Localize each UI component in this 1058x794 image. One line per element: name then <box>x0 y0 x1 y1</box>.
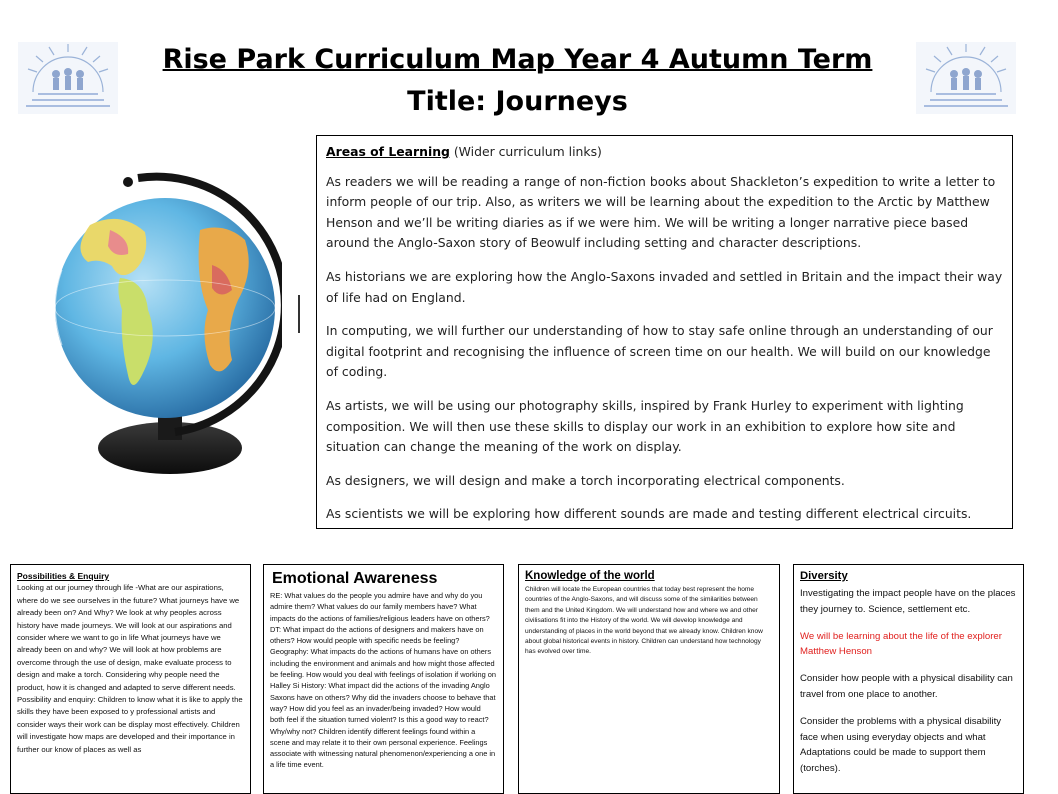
areas-paragraph: As designers, we will design and make a torch incorporating electrical components. <box>326 472 845 488</box>
knowledge-body: Children will locate the European countries that today best represent the home countries of the Anglo-Saxons, and will discuss some of the similarities between them and the United Kingdom. We will understand how and where we and other civilisations fit into the History of the world. We will develop knowledge and understanding of places in the world beyond that we already know. Children know about global historical events in history. Children can understand how technology has evolved over time. <box>525 586 763 656</box>
page-title: Rise Park Curriculum Map Year 4 Autumn Term <box>162 44 873 75</box>
possibilities-body: Looking at our journey through life -What are our aspirations, where do we see ourselves in the future? What journeys have we already been on? And Why? We look at why peoples across history have made journeys. We will look at our aspirations and consider where we want to go in life What journeys have we already been on and why? We will look at how problems are overcome through the use of design, make evaluate process to design and make a torch. Considering why people need the product, how it is changed and adapted to serve different needs. Possibility and enquiry: Children to know what it is like to apply the skills they have been exposed to y professional artists and consider ways their work can be display most effectively. Children will investigate how maps are developed and their importance in further our know of places as well as <box>17 583 243 754</box>
emotional-awareness-panel <box>263 564 504 794</box>
areas-heading: Areas of Learning (Wider curriculum links) <box>326 144 602 159</box>
diversity-paragraph: Consider how people with a physical disability can travel from one place to another. <box>800 673 1013 700</box>
diversity-heading: Diversity <box>800 570 848 582</box>
areas-paragraph: As scientists we will be exploring how different sounds are made and testing different electrical circuits. <box>326 506 972 522</box>
knowledge-of-world-panel <box>518 564 780 794</box>
possibilities-enquiry-panel <box>10 564 251 794</box>
areas-paragraph: In computing, we will further our understanding of how to stay safe online through an understanding of our digital footprint and recognising the influence of screen time on our health. We will build on our knowledge of coding. <box>326 323 993 380</box>
areas-of-learning-panel <box>316 135 1013 529</box>
diversity-paragraph: Consider the problems with a physical disability face when using everyday objects and what Adaptations could be made to support them (torches). <box>800 715 1002 775</box>
areas-paragraph: As artists, we will be using our photography skills, inspired by Frank Hurley to experiment with lighting composition. We will then use these skills to display our work in an exhibition to explore how site and situation can change the meaning of the work on display. <box>326 397 964 455</box>
emotional-body: RE: What values do the people you admire have and why do you admire them? What values do our family members have? What impacts do the actions of families/religious leaders have on others? DT: What impact do the actions of designers and makers have on others? How would people with specific needs be feeling? Geography: What impacts do the actions of humans have on others including the environment and animals and how might those affected be feeling. How would you deal with feelings of isolation if working on Halley Si History: What impact did the actions of the invading Anglo Saxons have on others? Why did the invaders choose to behave that way? How did you feel as an invader/being invaded? How would both feel if the situation turned violent? Is this a good way to react? Why/why not? Children identify different feelings found within a scene and may relate it to their own personal experience. Feelings associate with witnessing natural phenomenon/experiencing a one in a life time event. <box>270 591 496 770</box>
possibilities-heading: Possibilities & Enquiry <box>17 571 110 581</box>
areas-paragraph: As historians we are exploring how the Anglo-Saxons invaded and settled in Britain and the impact their way of life had on England. <box>326 268 1003 305</box>
areas-paragraph: As readers we will be reading a range of non-fiction books about Shackleton’s expedition to write a letter to inform people of our trip. Also, as writers we will be learning about the expedition to the Arctic by Matthew Henson and we’ll be writing diaries as if we were him. We will be writing a longer narrative piece based around the Anglo-Saxon story of Beowulf including setting and character descriptions. <box>326 173 996 251</box>
text-cursor <box>298 295 300 333</box>
knowledge-heading: Knowledge of the world <box>525 570 655 582</box>
globe-icon <box>50 170 282 480</box>
diversity-paragraph: Investigating the impact people have on the places they journey to. Science, settlement etc. <box>800 588 1016 615</box>
diversity-highlight: We will be learning about the life of the explorer Matthew Henson <box>800 630 1002 658</box>
diversity-panel <box>793 564 1024 794</box>
page-subtitle: Title: Journeys <box>407 86 628 117</box>
emotional-heading: Emotional Awareness <box>272 570 438 587</box>
